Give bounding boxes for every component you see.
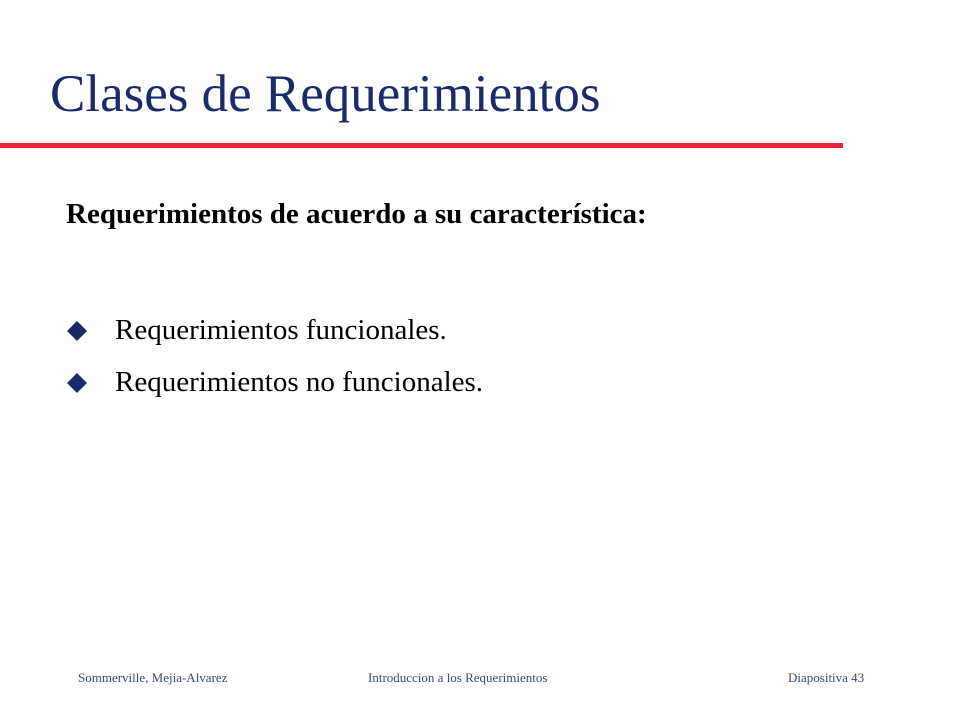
bullet-label: Requerimientos no funcionales. bbox=[115, 365, 484, 398]
title-underline bbox=[0, 143, 843, 148]
list-item bbox=[66, 304, 483, 356]
bullet-label: Requerimientos funcionales. bbox=[115, 313, 447, 346]
list-item bbox=[66, 356, 483, 408]
bullet-list bbox=[66, 304, 483, 408]
footer-authors: Sommerville, Mejia-Alvarez bbox=[78, 670, 228, 685]
diamond-bullet-icon bbox=[66, 320, 88, 342]
footer-course-title: Introduccion a los Requerimientos bbox=[368, 670, 548, 685]
slide-title: Clases de Requerimientos bbox=[50, 65, 601, 123]
footer-slide-number: Diapositiva 43 bbox=[788, 670, 865, 685]
diamond-bullet-icon bbox=[66, 372, 88, 394]
slide-subtitle: Requerimientos de acuerdo a su característica: bbox=[66, 198, 647, 230]
